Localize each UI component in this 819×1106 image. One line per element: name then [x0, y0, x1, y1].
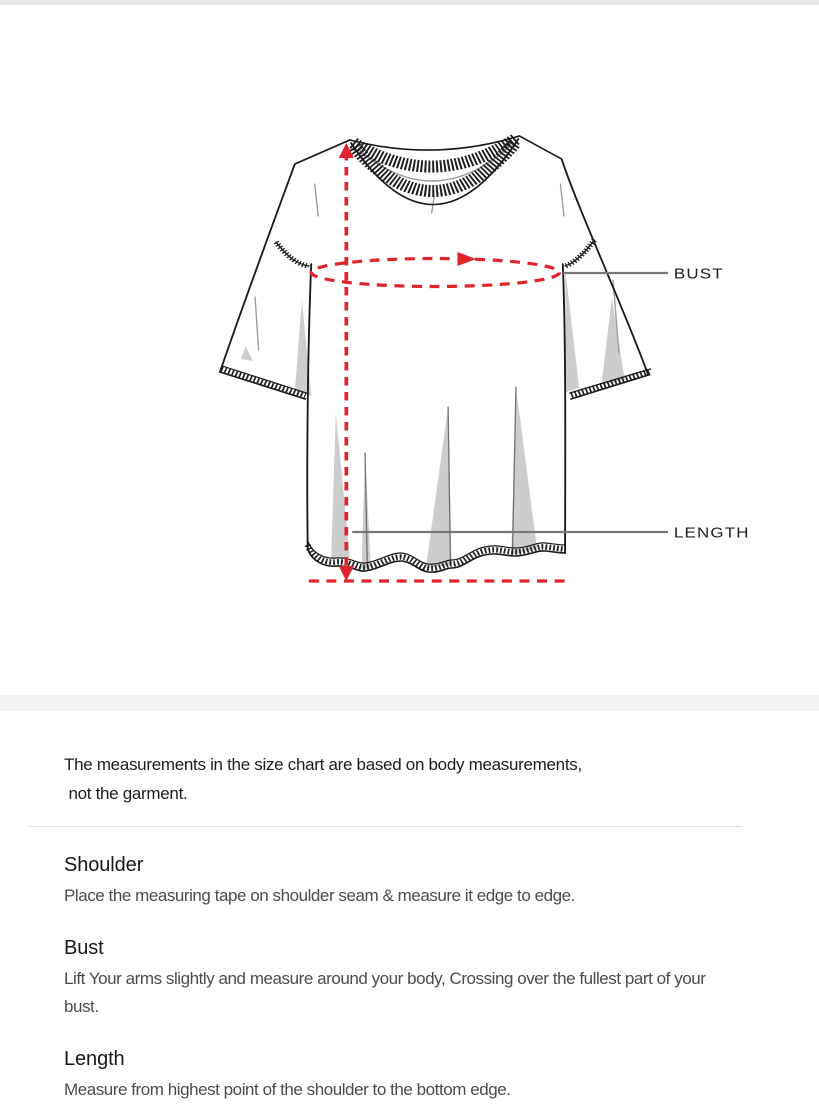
section-title: Bust — [64, 937, 104, 959]
section-title: Shoulder — [64, 854, 144, 876]
length-label: LENGTH — [673, 525, 750, 542]
measure-section-bust — [64, 935, 745, 1021]
section-title: Length — [64, 1048, 125, 1070]
note-line-2: not the garment. — [64, 783, 188, 803]
bust-label: BUST — [673, 266, 724, 283]
content-divider — [29, 826, 742, 827]
tshirt-sketch — [220, 136, 651, 572]
measure-section-length — [64, 1046, 745, 1104]
section-description: Lift Your arms slightly and measure around your body, Crossing over the fullest part of your bust. — [64, 969, 706, 1016]
top-divider-band — [0, 0, 819, 5]
measure-section-shoulder — [64, 852, 745, 910]
section-description: Measure from highest point of the shoulder to the bottom edge. — [64, 1080, 511, 1099]
size-guide-notes — [0, 711, 819, 1104]
arrow-down-icon — [339, 566, 354, 581]
section-description: Place the measuring tape on shoulder seam & measure it edge to edge. — [64, 886, 575, 905]
note-line-1: The measurements in the size chart are based on body measurements, — [64, 755, 582, 774]
